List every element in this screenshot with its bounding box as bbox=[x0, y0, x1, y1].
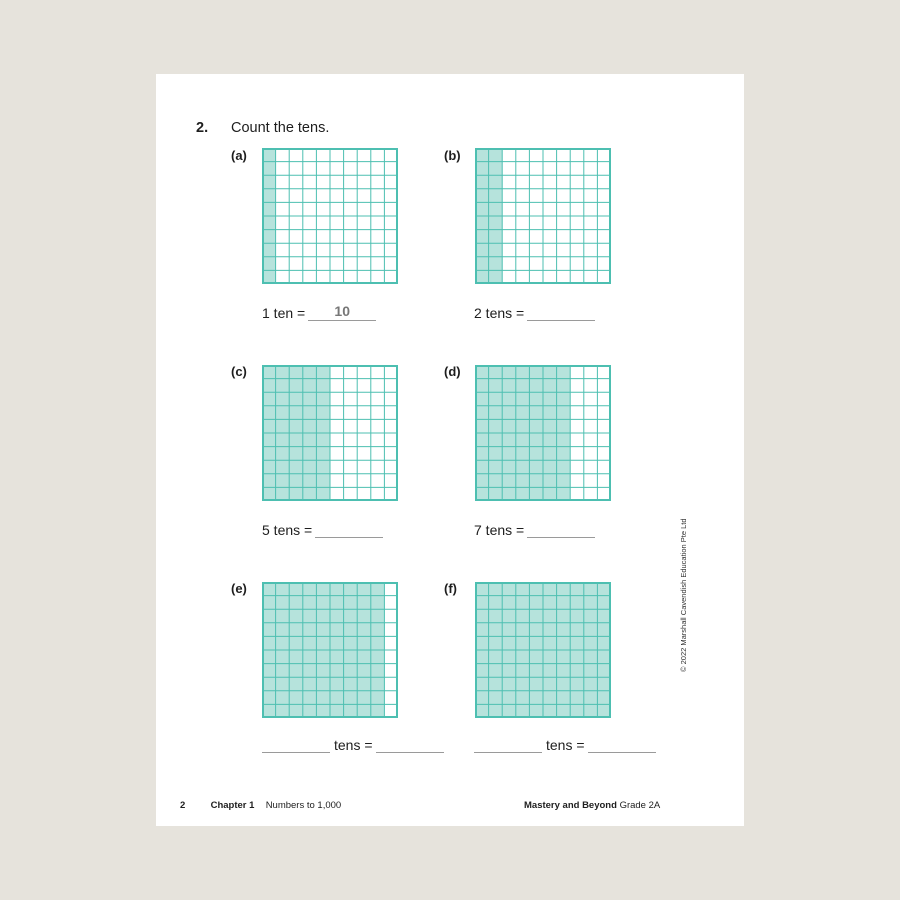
footer-series: Mastery and Beyond bbox=[524, 800, 617, 811]
answer-blank-c[interactable] bbox=[315, 521, 383, 538]
hundred-grid-e bbox=[262, 582, 398, 718]
answer-blank-e[interactable] bbox=[376, 736, 444, 753]
part-label-e: (e) bbox=[231, 581, 247, 596]
hundred-grid-d bbox=[475, 365, 611, 501]
footer-grade: Grade 2A bbox=[619, 800, 661, 811]
equation-e bbox=[262, 736, 444, 753]
hundred-grid-b bbox=[475, 148, 611, 284]
question-number: 2. bbox=[196, 120, 209, 136]
part-label-a: (a) bbox=[231, 148, 247, 163]
answer-blank-a[interactable] bbox=[308, 304, 376, 321]
equation-a bbox=[262, 304, 376, 321]
part-label-f: (f) bbox=[444, 581, 457, 596]
footer-chapter-title: Numbers to 1,000 bbox=[265, 800, 342, 811]
equation-text-b: 2 tens = bbox=[474, 305, 525, 321]
answer-blank-d[interactable] bbox=[527, 521, 595, 538]
equation-text-d: 7 tens = bbox=[474, 522, 525, 538]
equation-text-a: 1 ten = bbox=[262, 305, 306, 321]
equation-text-f: tens = bbox=[546, 737, 585, 753]
part-label-c: (c) bbox=[231, 364, 247, 379]
grid-svg bbox=[262, 148, 398, 284]
tens-blank-f[interactable] bbox=[474, 736, 542, 753]
grid-svg bbox=[262, 365, 398, 501]
equation-b bbox=[474, 304, 595, 321]
tens-blank-e[interactable] bbox=[262, 736, 330, 753]
equation-f bbox=[474, 736, 656, 753]
grid-svg bbox=[475, 365, 611, 501]
hundred-grid-f bbox=[475, 582, 611, 718]
copyright-notice: © 2022 Marshall Cavendish Education Pte Ltd bbox=[679, 518, 688, 672]
footer-left bbox=[180, 800, 341, 811]
equation-text-c: 5 tens = bbox=[262, 522, 313, 538]
question-instruction: Count the tens. bbox=[231, 120, 330, 136]
hundred-grid-a bbox=[262, 148, 398, 284]
part-label-d: (d) bbox=[444, 364, 461, 379]
equation-c bbox=[262, 521, 383, 538]
grid-svg bbox=[262, 582, 398, 718]
footer-chapter: Chapter 1 bbox=[210, 800, 255, 811]
hundred-grid-c bbox=[262, 365, 398, 501]
equation-text-e: tens = bbox=[334, 737, 373, 753]
footer-right bbox=[524, 800, 660, 811]
answer-blank-f[interactable] bbox=[588, 736, 656, 753]
equation-d bbox=[474, 521, 595, 538]
answer-a: 10 bbox=[334, 303, 350, 319]
answer-blank-b[interactable] bbox=[527, 304, 595, 321]
grid-svg bbox=[475, 148, 611, 284]
part-label-b: (b) bbox=[444, 148, 461, 163]
footer-page-number: 2 bbox=[180, 800, 186, 811]
worksheet-page bbox=[156, 74, 744, 826]
grid-svg bbox=[475, 582, 611, 718]
